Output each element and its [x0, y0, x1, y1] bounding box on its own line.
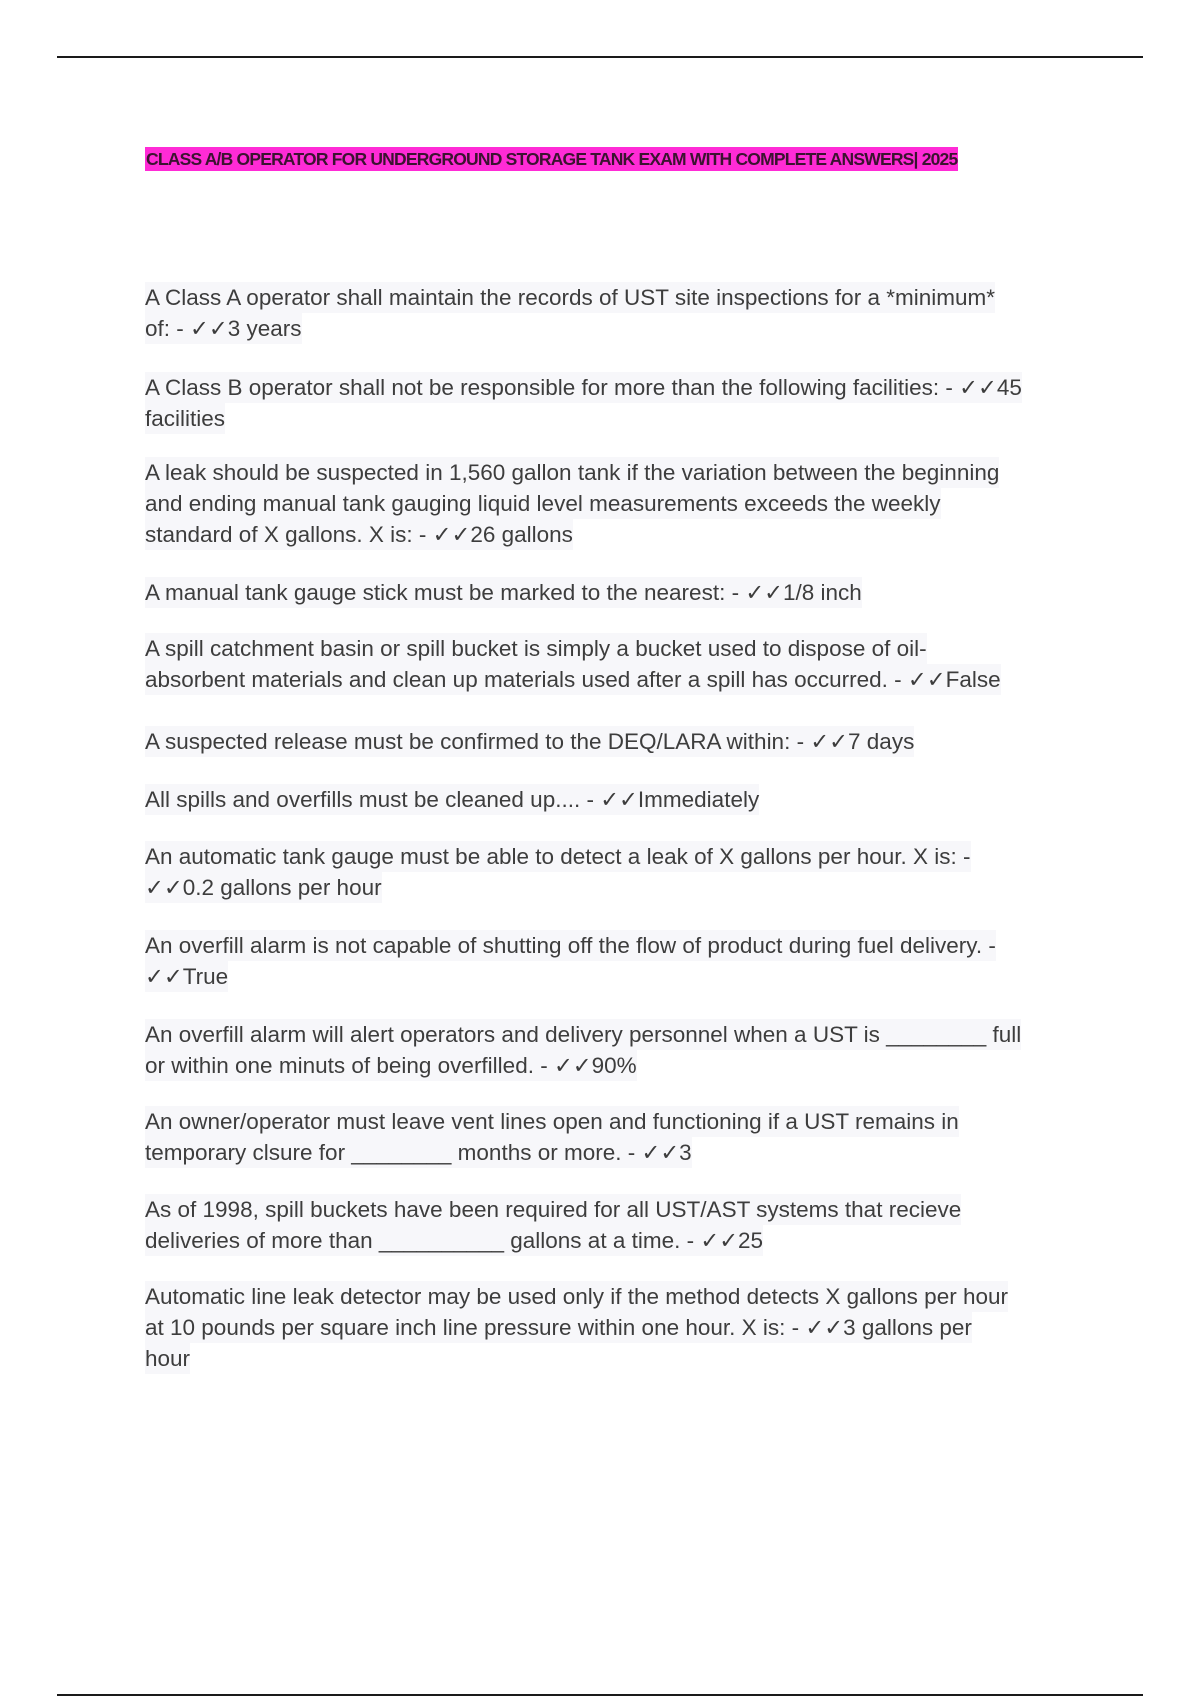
qa-line: A Class A operator shall maintain the records of UST site inspections for a *minimum*: [145, 282, 995, 313]
qa-line: facilities: [145, 403, 225, 434]
qa-line: An automatic tank gauge must be able to detect a leak of X gallons per hour. X is: -: [145, 841, 971, 872]
qa-line: A spill catchment basin or spill bucket is simply a bucket used to dispose of oil-: [145, 633, 927, 664]
qa-line: temporary clsure for ________ months or more. - ✓✓3: [145, 1137, 692, 1168]
qa-item: [145, 1194, 1095, 1256]
qa-line: An overfill alarm will alert operators and delivery personnel when a UST is ________ full: [145, 1019, 1021, 1050]
qa-line: A suspected release must be confirmed to the DEQ/LARA within: - ✓✓7 days: [145, 726, 914, 757]
qa-item: [145, 1106, 1095, 1168]
qa-item: [145, 726, 1095, 757]
qa-line: A leak should be suspected in 1,560 gallon tank if the variation between the beginning: [145, 457, 999, 488]
qa-line: ✓✓True: [145, 961, 228, 992]
qa-line: absorbent materials and clean up materials used after a spill has occurred. - ✓✓False: [145, 664, 1001, 695]
qa-line: at 10 pounds per square inch line pressure within one hour. X is: - ✓✓3 gallons per: [145, 1312, 972, 1343]
qa-line: All spills and overfills must be cleaned up.... - ✓✓Immediately: [145, 784, 759, 815]
top-rule: [57, 56, 1143, 58]
qa-item: [145, 841, 1095, 903]
qa-item: [145, 1019, 1095, 1081]
qa-line: A Class B operator shall not be responsible for more than the following facilities: - ✓✓45: [145, 372, 1022, 403]
qa-line: An overfill alarm is not capable of shutting off the flow of product during fuel delivery. -: [145, 930, 996, 961]
qa-line: standard of X gallons. X is: - ✓✓26 gallons: [145, 519, 573, 550]
qa-line: ✓✓0.2 gallons per hour: [145, 872, 382, 903]
qa-item: [145, 372, 1095, 434]
qa-line: of: - ✓✓3 years: [145, 313, 302, 344]
qa-item: [145, 577, 1095, 608]
qa-item: [145, 282, 1095, 344]
qa-item: [145, 633, 1095, 695]
qa-line: or within one minuts of being overfilled. - ✓✓90%: [145, 1050, 637, 1081]
qa-item: [145, 784, 1095, 815]
bottom-rule: [57, 1694, 1143, 1696]
qa-line: deliveries of more than __________ gallons at a time. - ✓✓25: [145, 1225, 763, 1256]
qa-line: A manual tank gauge stick must be marked to the nearest: - ✓✓1/8 inch: [145, 577, 862, 608]
qa-line: An owner/operator must leave vent lines open and functioning if a UST remains in: [145, 1106, 959, 1137]
qa-line: hour: [145, 1343, 190, 1374]
page-title: CLASS A/B OPERATOR FOR UNDERGROUND STORAGE TANK EXAM WITH COMPLETE ANSWERS| 2025: [146, 149, 958, 169]
qa-line: and ending manual tank gauging liquid level measurements exceeds the weekly: [145, 488, 941, 519]
qa-item: [145, 457, 1095, 550]
qa-line: Automatic line leak detector may be used only if the method detects X gallons per hour: [145, 1281, 1008, 1312]
qa-item: [145, 1281, 1095, 1374]
qa-item: [145, 930, 1095, 992]
qa-line: As of 1998, spill buckets have been required for all UST/AST systems that recieve: [145, 1194, 961, 1225]
